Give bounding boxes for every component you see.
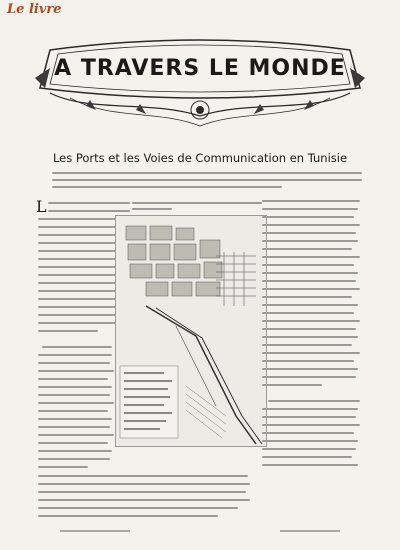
body-column-bottom — [38, 475, 360, 525]
drop-cap: L — [36, 197, 47, 216]
port-map-drawing — [116, 216, 266, 446]
port-map-figure — [115, 215, 267, 447]
masthead-ornament — [30, 38, 370, 130]
footer-line-left — [60, 530, 130, 532]
footer-line-right — [280, 530, 340, 532]
article-intro — [52, 170, 362, 192]
article-title: Les Ports et les Voies de Communication en Tunisie — [52, 151, 348, 165]
masthead-banner — [30, 38, 370, 130]
watermark-logo: Le livre — [7, 2, 62, 17]
map-caption — [132, 201, 262, 213]
masthead-title: A TRAVERS LE MONDE — [54, 56, 346, 81]
